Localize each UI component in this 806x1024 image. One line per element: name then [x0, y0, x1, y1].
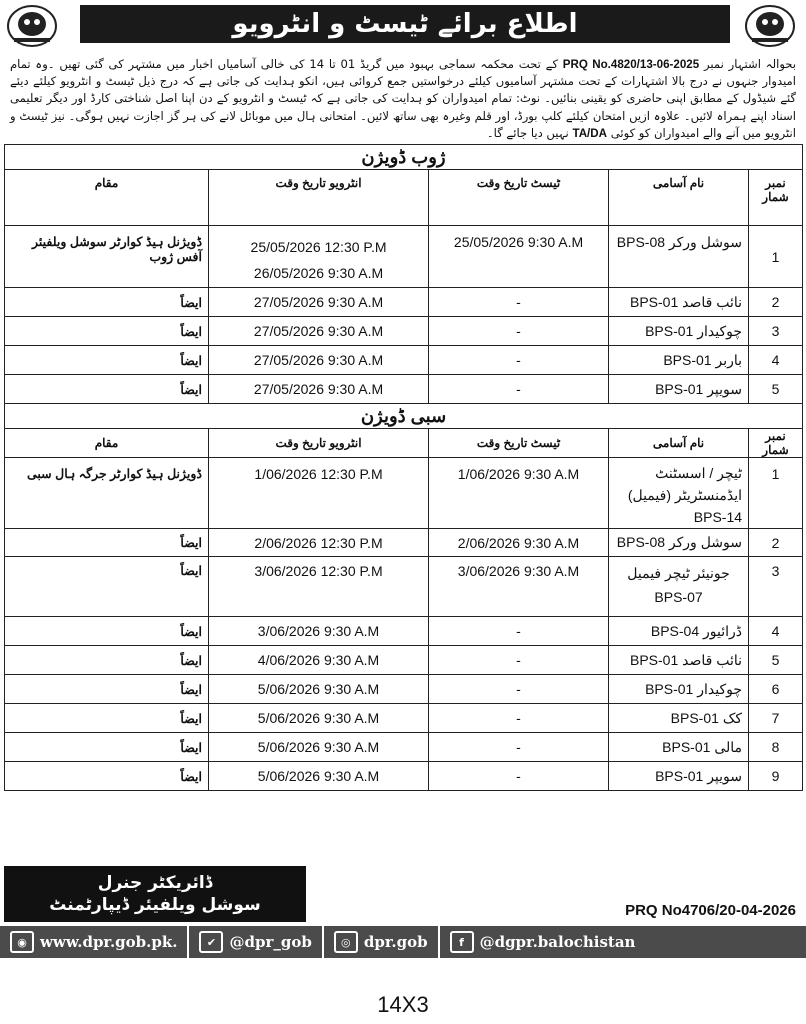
- balochistan-logo-right: [744, 4, 796, 48]
- row-post: [609, 733, 749, 762]
- director-signature-box: [4, 866, 306, 922]
- post-title: جونیئر ٹیچر فیمیل: [627, 565, 730, 581]
- department-name: سوشل ویلفیئر ڈیپارٹمنٹ: [49, 895, 261, 915]
- zhob-header-row: [5, 170, 803, 226]
- row-test: -: [429, 617, 609, 646]
- zhob-section-title: ژوب ڈویژن: [5, 145, 803, 170]
- header-test: ٹیسٹ تاریخ وقت: [429, 429, 609, 458]
- table-row: [5, 226, 803, 288]
- post-title: چوکیدار: [697, 322, 743, 339]
- notice-title: اطلاع برائے ٹیسٹ و انٹرویو: [80, 5, 730, 43]
- post-title: سوشل ورکر: [668, 234, 743, 250]
- post-grade: BPS-01: [670, 709, 719, 726]
- header-place: مقام: [5, 170, 209, 226]
- post-grade: BPS-04: [650, 622, 700, 639]
- row-place: ایضاً: [5, 529, 209, 557]
- post-title: سوشل ورکر: [668, 534, 743, 550]
- header-place: مقام: [5, 429, 209, 458]
- row-post: [609, 226, 749, 288]
- post-grade: BPS-01: [655, 767, 704, 784]
- row-interview: 27/05/2026 9:30 A.M: [209, 375, 429, 404]
- row-interview: 5/06/2026 9:30 A.M: [209, 704, 429, 733]
- table-row: [5, 375, 803, 404]
- zhob-section-row: [5, 145, 803, 170]
- row-serial: 1: [749, 226, 803, 288]
- post-grade: BPS-01: [629, 651, 679, 668]
- row-serial: 4: [749, 346, 803, 375]
- twitter-link[interactable]: [189, 926, 323, 958]
- row-serial: 3: [749, 557, 803, 617]
- row-place: ڈویژنل ہیڈ کوارٹر جرگہ ہال سبی: [5, 458, 209, 529]
- globe-icon: ◉: [10, 931, 34, 953]
- post-grade: BPS-01: [629, 293, 679, 310]
- row-interview: 1/06/2026 12:30 P.M: [209, 458, 429, 529]
- instagram-text: dpr.gob: [363, 933, 428, 951]
- row-serial: 2: [749, 288, 803, 317]
- row-test: -: [429, 733, 609, 762]
- post-title: باربر: [715, 351, 743, 368]
- schedule-table: [4, 144, 803, 791]
- table-row: [5, 458, 803, 529]
- footer-prq-number: PRQ No4706/20-04-2026: [625, 902, 796, 919]
- header-interview: انٹرویو تاریخ وقت: [209, 170, 429, 226]
- row-test: -: [429, 317, 609, 346]
- facebook-text: @dgpr.balochistan: [479, 933, 636, 951]
- row-place: ڈویژنل ہیڈ کوارٹر سوشل ویلفیئر آفس ژوب: [5, 226, 209, 288]
- post-grade: BPS-01: [655, 380, 704, 397]
- table-row: [5, 733, 803, 762]
- website-text: www.dpr.gob.pk.: [40, 933, 178, 951]
- post-grade: BPS-01: [662, 738, 711, 755]
- row-interview: 27/05/2026 9:30 A.M: [209, 288, 429, 317]
- twitter-icon: ✔: [199, 931, 223, 953]
- row-interview: 4/06/2026 9:30 A.M: [209, 646, 429, 675]
- row-place: ایضاً: [5, 762, 209, 791]
- row-serial: 2: [749, 529, 803, 557]
- table-row: [5, 646, 803, 675]
- header: [0, 0, 806, 52]
- row-serial: 5: [749, 375, 803, 404]
- post-grade: BPS-14: [693, 509, 743, 525]
- header-serial: نمبر شمار: [749, 170, 803, 226]
- row-post: [609, 288, 749, 317]
- row-post: [609, 704, 749, 733]
- post-title: مالی: [714, 738, 743, 755]
- post-grade: BPS-07: [654, 589, 703, 605]
- post-grade: BPS-01: [663, 351, 712, 368]
- row-interview: [209, 226, 429, 288]
- row-interview: 27/05/2026 9:30 A.M: [209, 346, 429, 375]
- ad-size-code: 14X3: [377, 992, 429, 1017]
- row-post: [609, 375, 749, 404]
- row-place: ایضاً: [5, 704, 209, 733]
- row-post: [609, 317, 749, 346]
- table-row: [5, 762, 803, 791]
- instagram-icon: ◎: [334, 931, 358, 953]
- intro-tada: TA/DA: [572, 126, 608, 140]
- post-title: کک: [722, 709, 743, 726]
- sibi-header-row: [5, 429, 803, 458]
- row-test: -: [429, 704, 609, 733]
- row-place: ایضاً: [5, 346, 209, 375]
- row-serial: 6: [749, 675, 803, 704]
- table-row: [5, 317, 803, 346]
- twitter-text: @dpr_gob: [229, 933, 312, 951]
- intro-end: نہیں دیا جائے گا۔: [486, 125, 569, 140]
- interview-slot-1: 25/05/2026 12:30 P.M: [250, 239, 387, 255]
- row-place: ایضاً: [5, 375, 209, 404]
- post-title: ڈرائیور: [703, 622, 743, 639]
- row-post: [609, 346, 749, 375]
- row-post: [609, 529, 749, 557]
- header-post: نام آسامی: [609, 170, 749, 226]
- row-post: [609, 675, 749, 704]
- header-serial: نمبر شمار: [749, 429, 803, 458]
- row-test: -: [429, 346, 609, 375]
- row-test: -: [429, 288, 609, 317]
- intro-body: کے تحت محکمہ سماجی بہبود میں گریڈ 01 تا 14 کی خالی آسامیاں اخبار میں مشتہر کی گئی تھیں ۔وہ تمام امیدوار جنہوں نے درج بالا اشتہارات کے تحت مشتہر آسامیوں کیلئے درخواستیں جمع کروائی ہیں، انکو ہدایت کی جاتی ہے کہ درج ذیل ٹیسٹ و انٹرویو کیلئے دیئے گئے شیڈول کے مطابق اپنی حاضری کو یقینی بنائیں۔ نوٹ: تمام امیدواران کو ہدایت کی جاتی ہے کہ ٹیسٹ و انٹرویو کے دن اپنا اصل شناختی کارڈ اور دیگر تعلیمی اسناد اپنے ہمراہ لائیں۔ علاوہ ازیں امتحان کیلئے کلپ بورڈ، اور قلم وغیرہ بھی ساتھ لائیں۔ امتحانی ہال میں موبائل لانے کی ہر گز اجازت نہیں ہوگی۔ نیز ٹیسٹ و انٹرویو میں آنے والے امیدواران کو کوئی: [10, 57, 796, 140]
- row-place: ایضاً: [5, 617, 209, 646]
- row-place: ایضاً: [5, 317, 209, 346]
- row-serial: 9: [749, 762, 803, 791]
- row-test: -: [429, 762, 609, 791]
- intro-pre: بحوالہ اشتہار نمبر: [704, 57, 797, 71]
- post-title: نائب قاصد: [682, 293, 743, 310]
- row-test: 1/06/2026 9:30 A.M: [429, 458, 609, 529]
- row-test: 3/06/2026 9:30 A.M: [429, 557, 609, 617]
- row-place: ایضاً: [5, 733, 209, 762]
- post-grade: BPS-08: [616, 234, 666, 250]
- row-test: 2/06/2026 9:30 A.M: [429, 529, 609, 557]
- row-post: [609, 617, 749, 646]
- row-place: ایضاً: [5, 675, 209, 704]
- website-link[interactable]: [0, 926, 189, 958]
- post-title: ٹیچر / اسسٹنٹ ایڈمنسٹریٹر (فیمیل): [627, 465, 743, 503]
- row-interview: 5/06/2026 9:30 A.M: [209, 762, 429, 791]
- post-title: نائب قاصد: [682, 651, 743, 668]
- row-place: ایضاً: [5, 646, 209, 675]
- row-serial: 7: [749, 704, 803, 733]
- table-row: [5, 557, 803, 617]
- social-bar: [0, 926, 806, 958]
- post-grade: BPS-08: [616, 534, 666, 550]
- row-interview: 5/06/2026 9:30 A.M: [209, 675, 429, 704]
- row-post: [609, 557, 749, 617]
- row-post: [609, 458, 749, 529]
- intro-paragraph: [10, 56, 796, 142]
- post-grade: BPS-01: [645, 322, 694, 339]
- header-interview: انٹرویو تاریخ وقت: [209, 429, 429, 458]
- header-post: نام آسامی: [609, 429, 749, 458]
- balochistan-logo-left: [6, 4, 58, 48]
- table-row: [5, 617, 803, 646]
- post-title: سویپر: [707, 767, 743, 784]
- row-interview: 5/06/2026 9:30 A.M: [209, 733, 429, 762]
- row-test: -: [429, 646, 609, 675]
- row-test: -: [429, 375, 609, 404]
- row-place: ایضاً: [5, 557, 209, 617]
- row-interview: 3/06/2026 12:30 P.M: [209, 557, 429, 617]
- row-post: [609, 646, 749, 675]
- row-serial: 5: [749, 646, 803, 675]
- post-title: چوکیدار: [697, 680, 743, 697]
- director-title: ڈائریکٹر جنرل: [97, 873, 213, 893]
- facebook-icon: f: [450, 931, 474, 953]
- row-serial: 3: [749, 317, 803, 346]
- table-row: [5, 675, 803, 704]
- header-test: ٹیسٹ تاریخ وقت: [429, 170, 609, 226]
- row-test: 25/05/2026 9:30 A.M: [429, 226, 609, 288]
- row-serial: 1: [749, 458, 803, 529]
- row-serial: 8: [749, 733, 803, 762]
- table-row: [5, 346, 803, 375]
- row-interview: 27/05/2026 9:30 A.M: [209, 317, 429, 346]
- table-row: [5, 288, 803, 317]
- row-post: [609, 762, 749, 791]
- instagram-link[interactable]: [324, 926, 440, 958]
- post-title: سویپر: [707, 380, 743, 397]
- post-grade: BPS-01: [645, 680, 694, 697]
- row-serial: 4: [749, 617, 803, 646]
- interview-slot-2: 26/05/2026 9:30 A.M: [253, 265, 384, 281]
- intro-prq-number: PRQ No.4820/13-06-2025: [562, 58, 700, 71]
- row-test: -: [429, 675, 609, 704]
- table-row: [5, 704, 803, 733]
- facebook-link[interactable]: [440, 926, 646, 958]
- table-row: [5, 529, 803, 557]
- row-place: ایضاً: [5, 288, 209, 317]
- row-interview: 3/06/2026 9:30 A.M: [209, 617, 429, 646]
- sibi-section-row: [5, 404, 803, 429]
- row-interview: 2/06/2026 12:30 P.M: [209, 529, 429, 557]
- sibi-section-title: سبی ڈویژن: [5, 404, 803, 429]
